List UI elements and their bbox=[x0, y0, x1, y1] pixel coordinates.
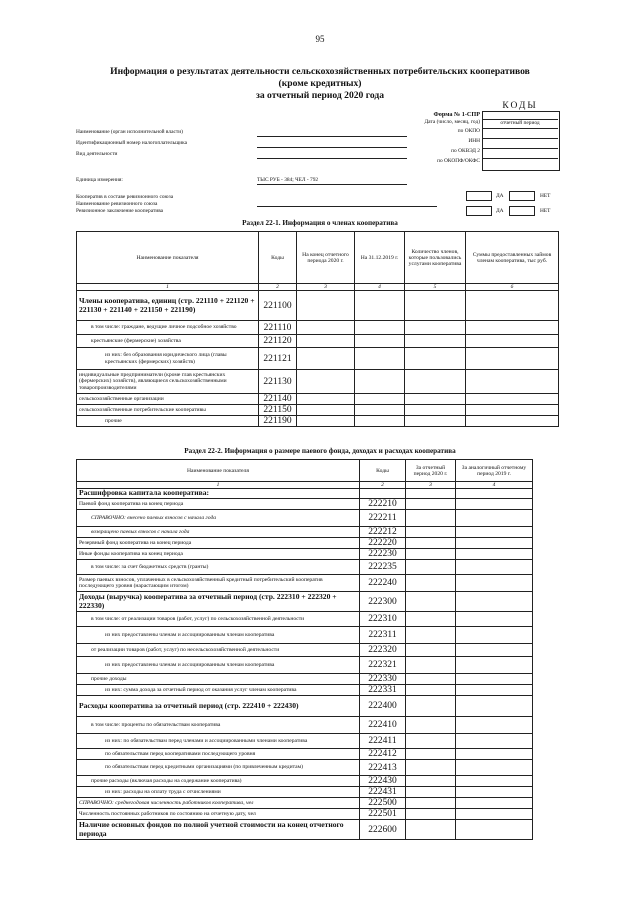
value-cell[interactable] bbox=[406, 627, 456, 644]
value-cell[interactable] bbox=[456, 787, 533, 798]
value-cell[interactable] bbox=[456, 776, 533, 787]
value-cell[interactable] bbox=[406, 696, 456, 717]
table-row bbox=[77, 549, 533, 560]
row-label: из них: по обязательствам перед членами и ассоциированными членами кооператива bbox=[77, 734, 360, 749]
value-cell[interactable] bbox=[406, 734, 456, 749]
table-row bbox=[77, 776, 533, 787]
header-previous: За аналогичный отчетному период 2019 г. bbox=[456, 460, 533, 482]
value-cell[interactable] bbox=[405, 291, 466, 321]
table-row bbox=[77, 510, 533, 527]
row-label: Расшифровка капитала кооператива: bbox=[77, 489, 360, 499]
table-row bbox=[77, 321, 559, 335]
row-label: в том числе: граждане, ведущие личное подсобное хозяйство bbox=[77, 321, 259, 335]
value-cell[interactable] bbox=[406, 760, 456, 776]
col-number: 2 bbox=[259, 284, 297, 291]
table-row bbox=[77, 335, 559, 348]
value-cell[interactable] bbox=[456, 798, 533, 809]
table-row bbox=[77, 787, 533, 798]
row-label: по обязательствам перед кооперативами последующего уровня bbox=[77, 749, 360, 760]
audit-conclusion-label: Ревизионное заключение кооператива bbox=[76, 208, 164, 214]
value-cell[interactable] bbox=[456, 820, 533, 840]
row-code: 221130 bbox=[259, 370, 297, 394]
conclusion-yes-label: ДА bbox=[496, 208, 504, 214]
row-label: прочие bbox=[77, 416, 259, 427]
value-cell[interactable] bbox=[405, 348, 466, 370]
table-row bbox=[77, 685, 533, 696]
table-row bbox=[77, 416, 559, 427]
value-cell[interactable] bbox=[456, 592, 533, 612]
header-date: На 31.12.2019 г. bbox=[355, 232, 405, 284]
row-code: 222311 bbox=[360, 627, 406, 644]
table-row bbox=[77, 348, 559, 370]
inn-field[interactable] bbox=[257, 147, 407, 148]
row-label: Наличие основных фондов по полной учетной стоимости на конец отчетного периода bbox=[77, 820, 360, 840]
table-row bbox=[77, 538, 533, 549]
value-cell[interactable] bbox=[406, 798, 456, 809]
okopf-label: по ОКОПФ/ОКФС bbox=[437, 158, 480, 164]
col-number: 3 bbox=[406, 482, 456, 489]
value-cell[interactable] bbox=[406, 685, 456, 696]
row-label: в том числе: от реализации товаров (работ, услуг) по сельскохозяйственной деятельности bbox=[77, 612, 360, 627]
table-row bbox=[77, 370, 559, 394]
table-row bbox=[77, 394, 559, 405]
value-cell[interactable] bbox=[406, 820, 456, 840]
value-cell[interactable] bbox=[406, 717, 456, 734]
section-1-title: Раздел 22-1. Информация о членах кооператива bbox=[242, 219, 398, 227]
value-cell[interactable] bbox=[406, 549, 456, 560]
value-cell[interactable] bbox=[355, 348, 405, 370]
col-number: 1 bbox=[77, 482, 360, 489]
value-cell[interactable] bbox=[466, 370, 559, 394]
value-cell[interactable] bbox=[297, 321, 355, 335]
value-cell[interactable] bbox=[355, 321, 405, 335]
unit-label: Единица измерения: bbox=[76, 177, 123, 183]
value-cell[interactable] bbox=[456, 749, 533, 760]
value-cell[interactable] bbox=[406, 575, 456, 592]
row-code: 222412 bbox=[360, 749, 406, 760]
unit-value: ТЫС РУБ - 384; ЧЕЛ - 792 bbox=[257, 177, 319, 183]
row-code: 222500 bbox=[360, 798, 406, 809]
row-code: 221190 bbox=[259, 416, 297, 427]
row-code: 222400 bbox=[360, 696, 406, 717]
row-code: 221140 bbox=[259, 394, 297, 405]
table-row bbox=[77, 644, 533, 657]
row-label: из них: сумма дохода за отчетный период от оказания услуг членам кооператива bbox=[77, 685, 360, 696]
row-code: 221121 bbox=[259, 348, 297, 370]
value-cell[interactable] bbox=[406, 749, 456, 760]
row-code: 222330 bbox=[360, 674, 406, 685]
value-cell[interactable] bbox=[406, 809, 456, 820]
value-cell[interactable] bbox=[297, 394, 355, 405]
value-cell[interactable] bbox=[456, 499, 533, 510]
value-cell[interactable] bbox=[466, 335, 559, 348]
col-number: 2 bbox=[360, 482, 406, 489]
row-label: Паевой фонд кооператива на конец периода bbox=[77, 499, 360, 510]
value-cell[interactable] bbox=[355, 394, 405, 405]
value-cell[interactable] bbox=[456, 657, 533, 674]
row-code: 222230 bbox=[360, 549, 406, 560]
row-label: Члены кооператива, единиц (стр. 221110 + 221120 + 221130 + 221140 + 221150 + 221190) bbox=[77, 291, 259, 321]
value-cell[interactable] bbox=[466, 416, 559, 427]
codes-header: КОДЫ bbox=[502, 101, 538, 111]
value-cell[interactable] bbox=[456, 760, 533, 776]
value-cell[interactable] bbox=[355, 416, 405, 427]
value-cell[interactable] bbox=[456, 674, 533, 685]
table-row bbox=[77, 527, 533, 538]
value-cell[interactable] bbox=[456, 734, 533, 749]
value-cell[interactable] bbox=[456, 560, 533, 575]
value-cell[interactable] bbox=[466, 394, 559, 405]
form-number: Форма № 1-СПР bbox=[433, 111, 480, 118]
row-label: индивидуальные предприниматели (кроме глав крестьянских (фермерских) хозяйств), являющиеся сельскохозяйственными товаропроизводителями bbox=[77, 370, 259, 394]
finance-table bbox=[76, 459, 533, 840]
table-row bbox=[77, 489, 533, 499]
page-number: 95 bbox=[315, 34, 325, 44]
header-end-period: На конец отчетного периода 2020 г. bbox=[297, 232, 355, 284]
row-code: 221110 bbox=[259, 321, 297, 335]
col-number: 1 bbox=[77, 284, 259, 291]
header-current: За отчетный период 2020 г. bbox=[406, 460, 456, 482]
row-label: Численность постоянных работников по состоянию на отчетную дату, чел bbox=[77, 809, 360, 820]
table-row bbox=[77, 499, 533, 510]
table-row bbox=[77, 734, 533, 749]
table-row bbox=[77, 627, 533, 644]
value-cell[interactable] bbox=[406, 560, 456, 575]
value-cell[interactable] bbox=[456, 717, 533, 734]
value-cell[interactable] bbox=[406, 510, 456, 527]
value-cell[interactable] bbox=[406, 776, 456, 787]
date-label: Дата (число, месяц, год) bbox=[424, 119, 480, 125]
row-label: из них предоставлены членам и ассоциированным членам кооператива bbox=[77, 657, 360, 674]
row-code bbox=[360, 489, 406, 499]
row-label: сельскохозяйственные организации bbox=[77, 394, 259, 405]
row-code: 222211 bbox=[360, 510, 406, 527]
value-cell[interactable] bbox=[456, 685, 533, 696]
value-cell[interactable] bbox=[466, 405, 559, 416]
row-code: 222220 bbox=[360, 538, 406, 549]
section-2-title: Раздел 22-2. Информация о размере паевого фонда, доходах и расходах кооператива bbox=[184, 447, 456, 455]
value-cell[interactable] bbox=[406, 538, 456, 549]
value-cell[interactable] bbox=[406, 674, 456, 685]
header-name: Наименование показателя bbox=[77, 460, 360, 482]
table-row bbox=[77, 820, 533, 840]
header-code: Коды bbox=[360, 460, 406, 482]
value-cell[interactable] bbox=[406, 644, 456, 657]
union-yes-checkbox[interactable] bbox=[466, 191, 492, 201]
value-cell[interactable] bbox=[456, 809, 533, 820]
union-yes-label: ДА bbox=[496, 193, 504, 199]
value-cell[interactable] bbox=[355, 405, 405, 416]
row-code: 222413 bbox=[360, 760, 406, 776]
row-code: 221100 bbox=[259, 291, 297, 321]
value-cell[interactable] bbox=[456, 612, 533, 627]
row-label: Размер паевых взносов, уплаченных в сельскохозяйственный кредитный потребительский кооператив последующего уровня (нарастающим итогом) bbox=[77, 575, 360, 592]
row-label: от реализации товаров (работ, услуг) по несельскохозяйственной деятельности bbox=[77, 644, 360, 657]
inn-label: ИНН bbox=[468, 138, 480, 144]
title-line-1: Информация о результатах деятельности сельскохозяйственных потребительских кооперативов bbox=[110, 66, 530, 77]
value-cell[interactable] bbox=[466, 291, 559, 321]
row-code: 222411 bbox=[360, 734, 406, 749]
conclusion-no-checkbox[interactable] bbox=[509, 206, 535, 216]
table-row bbox=[77, 560, 533, 575]
row-label: прочие расходы (включая расходы на содержание кооператива) bbox=[77, 776, 360, 787]
value-cell[interactable] bbox=[297, 348, 355, 370]
value-cell[interactable] bbox=[355, 370, 405, 394]
header-code: Коды bbox=[259, 232, 297, 284]
value-cell[interactable] bbox=[456, 549, 533, 560]
row-label: Доходы (выручка) кооператива за отчетный период (стр. 222310 + 222320 + 222330) bbox=[77, 592, 360, 612]
value-cell[interactable] bbox=[406, 499, 456, 510]
value-cell[interactable] bbox=[406, 612, 456, 627]
row-label: из них: расходы на оплату труда с отчислениями bbox=[77, 787, 360, 798]
members-table bbox=[76, 231, 559, 427]
table-row bbox=[77, 657, 533, 674]
inn-left-label: Идентификационный номер налогоплательщика bbox=[76, 140, 188, 146]
okved-label: по ОКВЭД 2 bbox=[451, 148, 480, 154]
table-row bbox=[77, 612, 533, 627]
row-code: 222240 bbox=[360, 575, 406, 592]
row-code: 222212 bbox=[360, 527, 406, 538]
col-number: 3 bbox=[297, 284, 355, 291]
value-cell[interactable] bbox=[456, 527, 533, 538]
title-line-3: за отчетный период 2020 года bbox=[255, 90, 385, 101]
row-code: 221150 bbox=[259, 405, 297, 416]
header-name: Наименование показателя bbox=[77, 232, 259, 284]
table-row bbox=[77, 291, 559, 321]
row-label: Резервный фонд кооператива на конец периода bbox=[77, 538, 360, 549]
value-cell[interactable] bbox=[297, 291, 355, 321]
value-cell[interactable] bbox=[405, 370, 466, 394]
header-loans: Суммы предоставленных займов членам кооператива, тыс руб. bbox=[466, 232, 559, 284]
value-cell[interactable] bbox=[466, 348, 559, 370]
okpo-label: по ОКПО bbox=[457, 128, 480, 134]
value-cell[interactable] bbox=[355, 335, 405, 348]
row-label: прочие доходы bbox=[77, 674, 360, 685]
value-cell[interactable] bbox=[466, 321, 559, 335]
conclusion-no-label: НЕТ bbox=[540, 208, 551, 214]
value-cell[interactable] bbox=[456, 538, 533, 549]
value-cell[interactable] bbox=[406, 787, 456, 798]
table-row bbox=[77, 575, 533, 592]
row-label: СПРАВОЧНО: внесено паевых взносов с начала года bbox=[77, 510, 360, 527]
header-count: Количество членов, которые пользовались услугами кооператива bbox=[405, 232, 466, 284]
value-cell[interactable] bbox=[297, 416, 355, 427]
table-row bbox=[77, 696, 533, 717]
value-cell[interactable] bbox=[405, 405, 466, 416]
value-cell[interactable] bbox=[355, 291, 405, 321]
row-label: СПРАВОЧНО: среднегодовая численность работников кооператива, чел bbox=[77, 798, 360, 809]
table-row bbox=[77, 405, 559, 416]
row-code: 222410 bbox=[360, 717, 406, 734]
row-code: 222300 bbox=[360, 592, 406, 612]
table-row bbox=[77, 749, 533, 760]
row-label: в том числе: за счет бюджетных средств (гранты) bbox=[77, 560, 360, 575]
col-number: 5 bbox=[405, 284, 466, 291]
row-code: 222501 bbox=[360, 809, 406, 820]
value-cell[interactable] bbox=[456, 575, 533, 592]
row-code: 222320 bbox=[360, 644, 406, 657]
row-label: Расходы кооператива за отчетный период (стр. 222410 + 222430) bbox=[77, 696, 360, 717]
table-row bbox=[77, 592, 533, 612]
value-cell[interactable] bbox=[456, 644, 533, 657]
table-row bbox=[77, 809, 533, 820]
value-cell[interactable] bbox=[405, 394, 466, 405]
table-row bbox=[77, 798, 533, 809]
row-code: 221120 bbox=[259, 335, 297, 348]
row-code: 222235 bbox=[360, 560, 406, 575]
col-number: 4 bbox=[456, 482, 533, 489]
activity-field[interactable] bbox=[257, 158, 407, 159]
row-code: 222431 bbox=[360, 787, 406, 798]
row-label: Иные фонды кооператива на конец периода bbox=[77, 549, 360, 560]
row-code: 222430 bbox=[360, 776, 406, 787]
value-cell[interactable] bbox=[297, 370, 355, 394]
row-label: из них: без образования юридического лица (главы крестьянских (фермерских) хозяйств) bbox=[77, 348, 259, 370]
value-cell[interactable] bbox=[406, 527, 456, 538]
audit-union-label: Кооператив в составе ревизионного союза bbox=[76, 194, 174, 200]
value-cell[interactable] bbox=[456, 510, 533, 527]
table-row bbox=[77, 760, 533, 776]
value-cell[interactable] bbox=[456, 489, 533, 499]
table-row bbox=[77, 674, 533, 685]
row-code: 222210 bbox=[360, 499, 406, 510]
value-cell[interactable] bbox=[297, 405, 355, 416]
date-value: отчетный период bbox=[482, 119, 558, 126]
value-cell[interactable] bbox=[406, 592, 456, 612]
row-label: крестьянские (фермерские) хозяйства bbox=[77, 335, 259, 348]
col-number: 4 bbox=[355, 284, 405, 291]
row-label: из них предоставлены членам и ассоциированным членам кооператива bbox=[77, 627, 360, 644]
col-number: 6 bbox=[466, 284, 559, 291]
value-cell[interactable] bbox=[297, 335, 355, 348]
row-label: в том числе: проценты по обязательствам кооператива bbox=[77, 717, 360, 734]
activity-label: Вид деятельности bbox=[76, 151, 118, 157]
union-no-checkbox[interactable] bbox=[509, 191, 535, 201]
value-cell[interactable] bbox=[456, 696, 533, 717]
union-name-label: Наименование ревизионного союза bbox=[76, 201, 158, 207]
value-cell[interactable] bbox=[405, 416, 466, 427]
authority-field[interactable] bbox=[257, 136, 407, 137]
row-code: 222600 bbox=[360, 820, 406, 840]
conclusion-yes-checkbox[interactable] bbox=[466, 206, 492, 216]
value-cell[interactable] bbox=[456, 627, 533, 644]
authority-label: Наименование (орган исполнительной власти) bbox=[76, 129, 183, 135]
row-label: возвращено паевых взносов с начала года bbox=[77, 527, 360, 538]
table-row bbox=[77, 717, 533, 734]
row-code: 222310 bbox=[360, 612, 406, 627]
value-cell[interactable] bbox=[406, 657, 456, 674]
row-code: 222331 bbox=[360, 685, 406, 696]
row-code: 222321 bbox=[360, 657, 406, 674]
value-cell[interactable] bbox=[405, 321, 466, 335]
title-line-2: (кроме кредитных) bbox=[278, 78, 362, 89]
value-cell[interactable] bbox=[406, 489, 456, 499]
row-label: по обязательствам перед кредитными организациями (по привлеченным кредитам) bbox=[77, 760, 360, 776]
value-cell[interactable] bbox=[405, 335, 466, 348]
row-label: сельскохозяйственные потребительские кооперативы bbox=[77, 405, 259, 416]
union-no-label: НЕТ bbox=[540, 193, 551, 199]
